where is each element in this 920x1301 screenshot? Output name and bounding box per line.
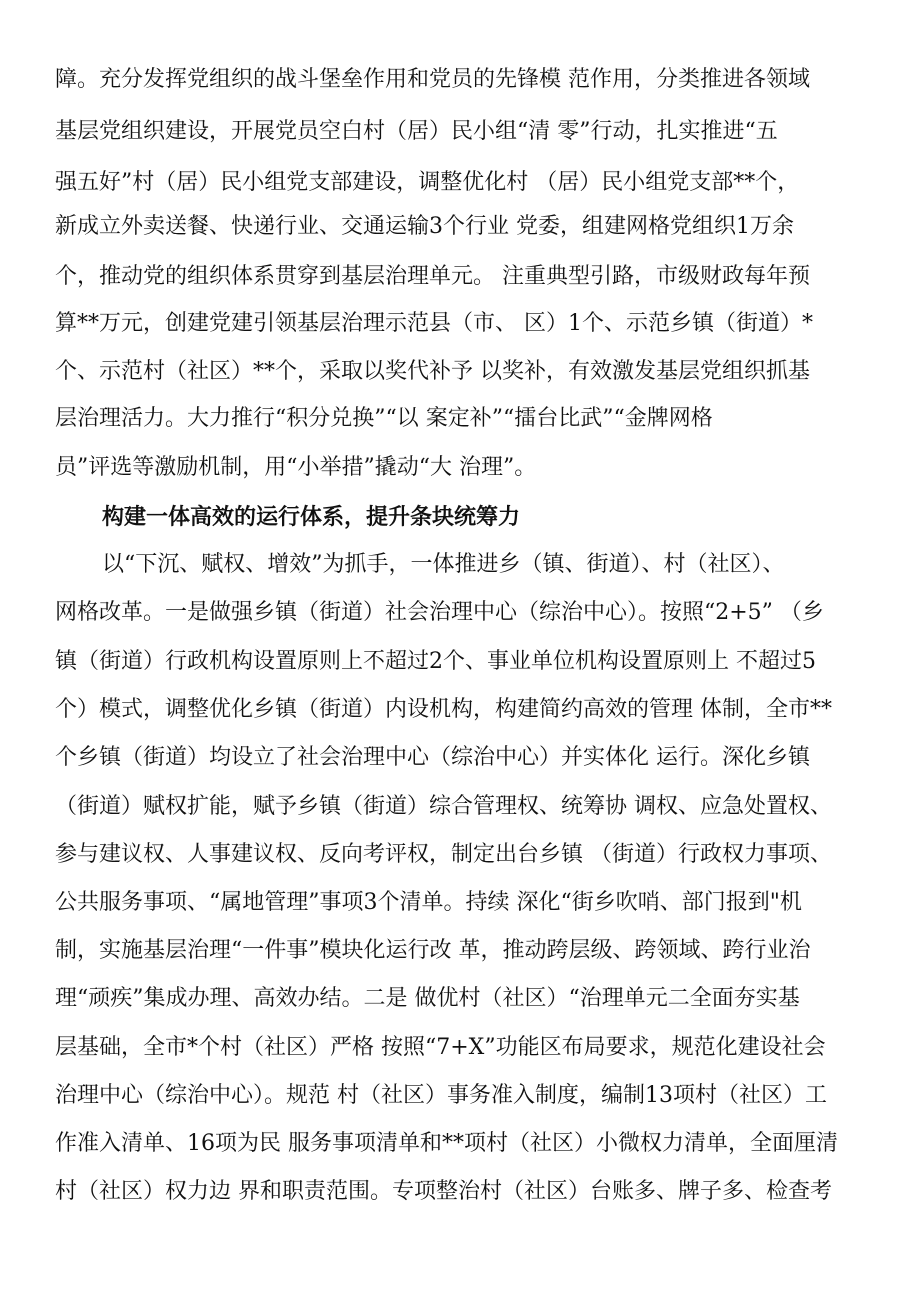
text-line: 基层党组织建设，开展党员空白村（居）民小组“清 零”行动，扎实推进“五 bbox=[55, 119, 778, 144]
text-line: 障。充分发挥党组织的战斗堡垒作用和党员的先锋模 范作用，分类推进各领域 bbox=[55, 67, 810, 92]
text-line: 理“顽疾”集成办理、高效办结。二是 做优村（社区）“治理单元二全面夯实基 bbox=[55, 986, 800, 1011]
text-line: 层基础，全市*个村（社区）严格 按照“7+X”功能区布局要求，规范化建设社会 bbox=[55, 1035, 826, 1060]
text-line: 制，实施基层治理“一件事”模块化运行改 革，推动跨层级、跨领域、跨行业治 bbox=[55, 938, 811, 963]
text-line: 强五好”村（居）民小组党支部建设，调整优化村 （居）民小组党支部**个， bbox=[55, 170, 800, 195]
text-line: 镇（街道）行政机构设置原则上不超过2个、事业单位机构设置原则上 不超过5 bbox=[55, 649, 816, 674]
text-line: 算**万元，创建党建引领基层治理示范县（市、 区）1个、示范乡镇（街道）* bbox=[55, 311, 813, 336]
text-line: 个乡镇（街道）均设立了社会治理中心（综治中心）并实体化 运行。深化乡镇 bbox=[55, 745, 810, 770]
text-line: 作准入清单、16项为民 服务事项清单和**项村（社区）小微权力清单，全面厘清 bbox=[55, 1131, 838, 1156]
text-line: 参与建议权、人事建议权、反向考评权，制定出台乡镇 （街道）行政权力事项、 bbox=[55, 842, 832, 867]
section-heading: 构建一体高效的运行体系，提升条块统筹力 bbox=[102, 504, 521, 530]
text-line: 网格改革。一是做强乡镇（街道）社会治理中心（综治中心）。按照“2+5” （乡 bbox=[55, 600, 824, 625]
text-line: 个）模式，调整优化乡镇（街道）内设机构，构建简约高效的管理 体制，全市** bbox=[55, 697, 832, 722]
text-line: 个、示范村（社区）**个，采取以奖代补予 以奖补，有效激发基层党组织抓基 bbox=[55, 359, 810, 384]
text-line: 员”评选等激励机制，用“小举措”撬动“大 治理”。 bbox=[55, 455, 537, 480]
text-line: 个，推动党的组织体系贯穿到基层治理单元。 注重典型引路，市级财政每年预 bbox=[55, 264, 810, 289]
text-line: 新成立外卖送餐、快递行业、交通运输3个行业 党委，组建网格党组织1万余 bbox=[55, 214, 794, 239]
text-line: 村（社区）权力边 界和职责范围。专项整治村（社区）台账多、牌子多、检查考 bbox=[55, 1179, 832, 1204]
text-line: 层治理活力。大力推行“积分兑换”“以 案定补”“擂台比武”“金牌网格 bbox=[55, 406, 713, 431]
text-line: （街道）赋权扩能，赋予乡镇（街道）综合管理权、统筹协 调权、应急处置权、 bbox=[55, 794, 832, 819]
text-line: 治理中心（综治中心）。规范 村（社区）事务准入制度，编制13项村（社区）工 bbox=[55, 1083, 827, 1108]
text-line: 以“下沉、赋权、增效”为抓手，一体推进乡（镇、街道）、村（社区）、 bbox=[102, 552, 785, 577]
text-line: 公共服务事项、“属地管理”事项3个清单。持续 深化“街乡吹哨、部门报到"机 bbox=[55, 890, 802, 915]
